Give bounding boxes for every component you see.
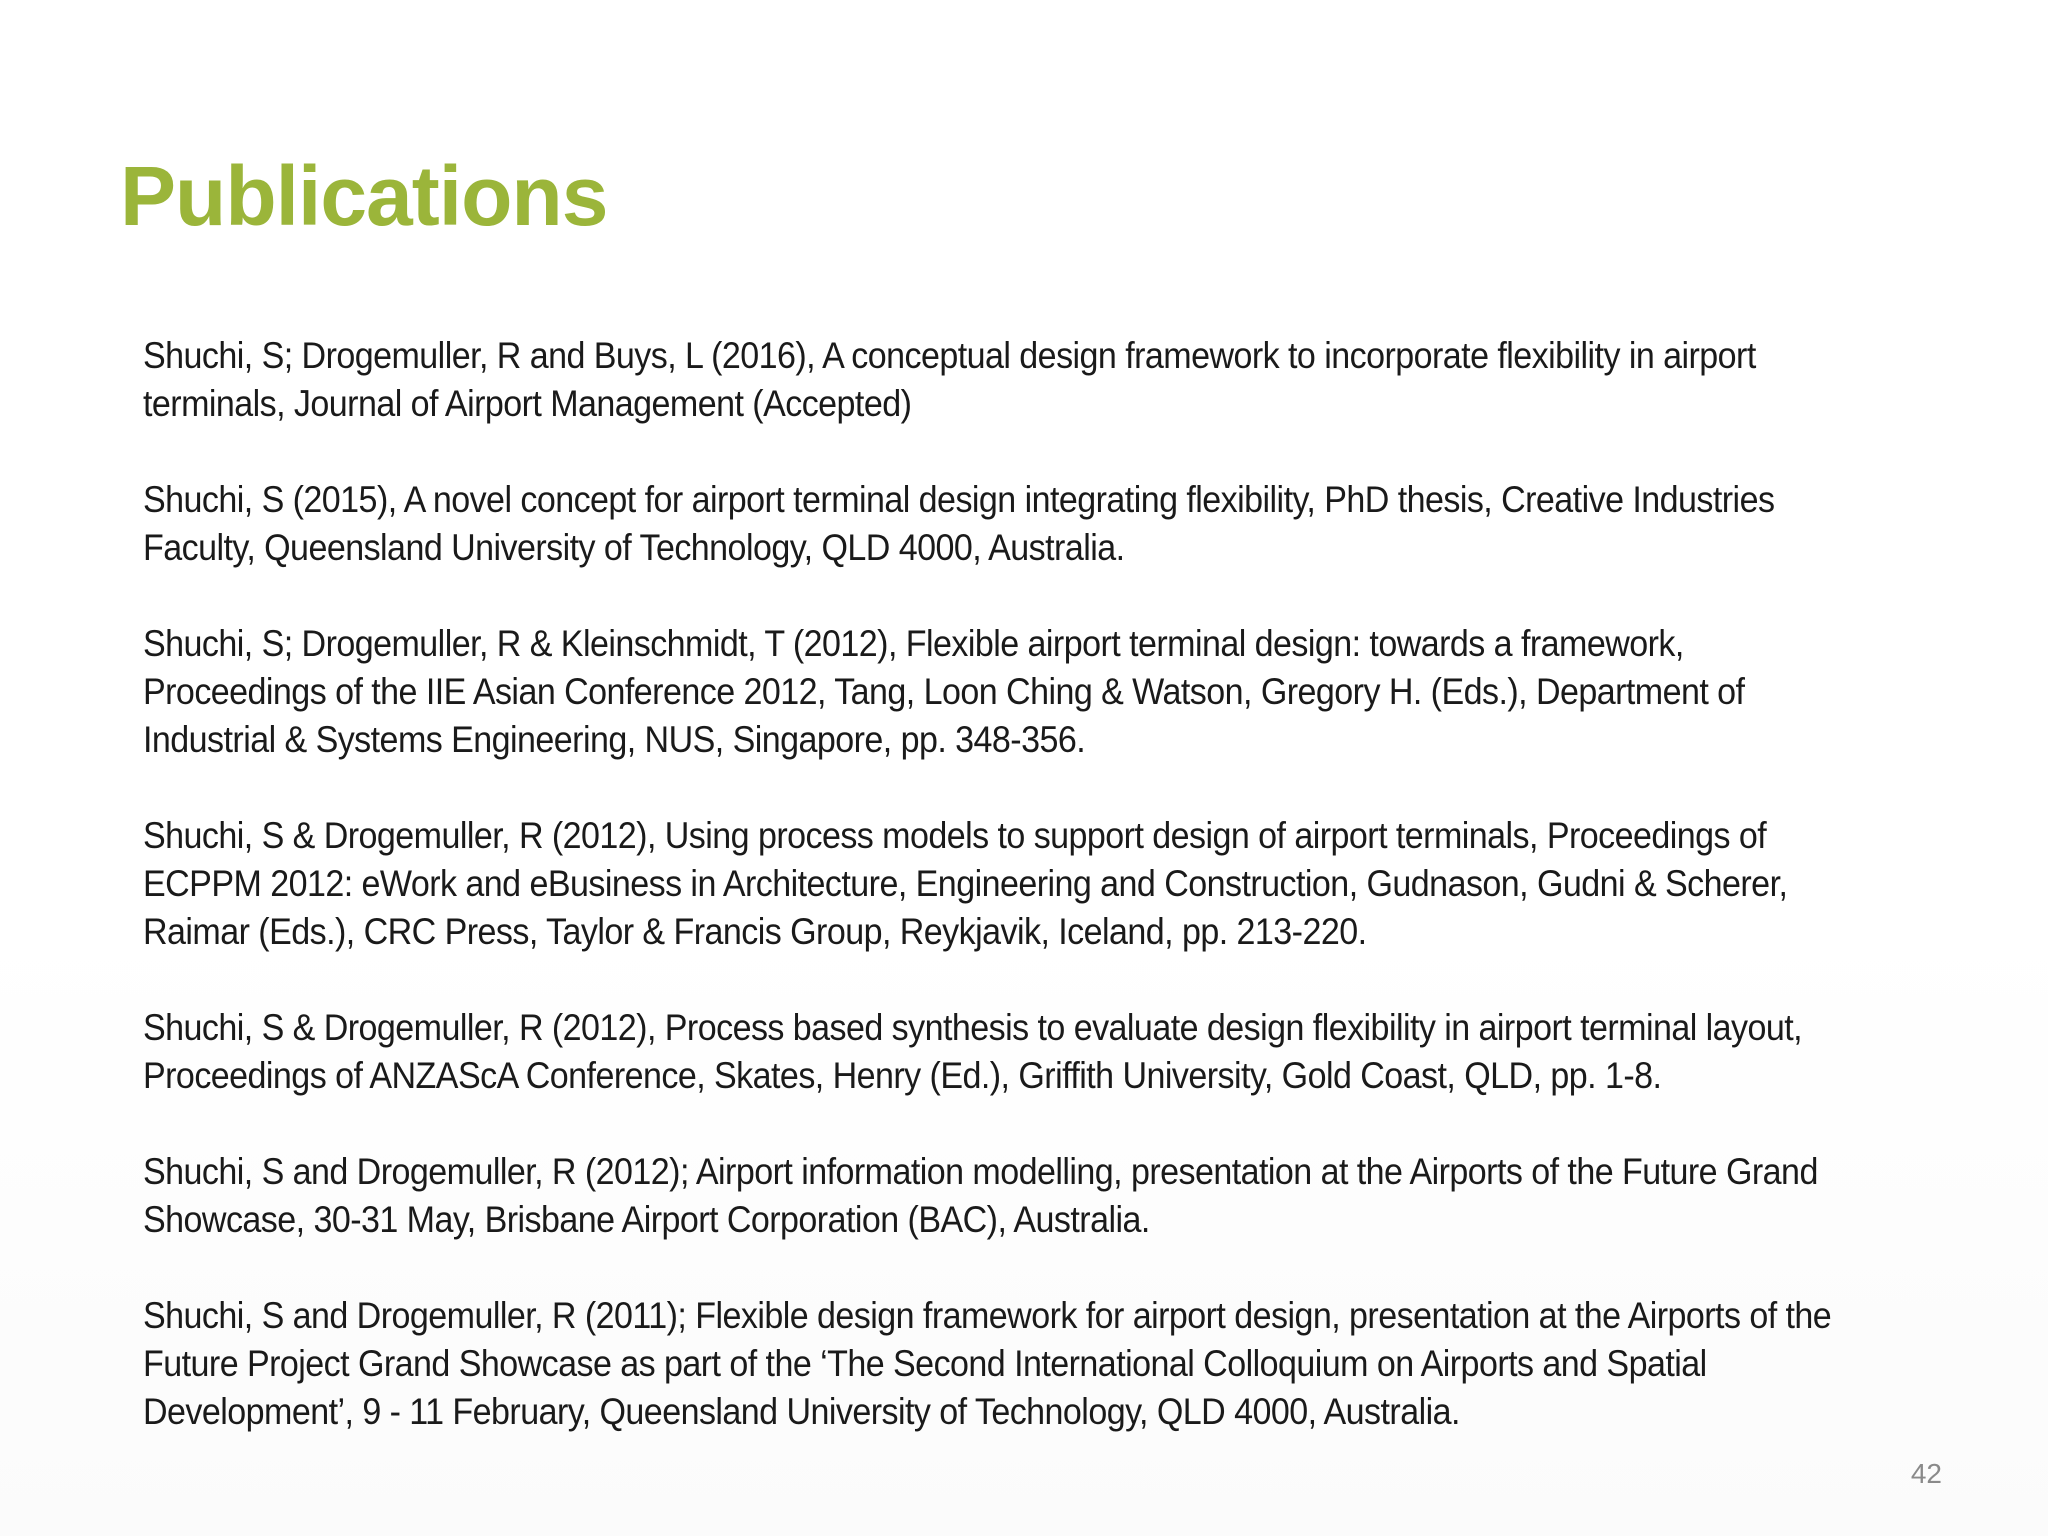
publication-item: Shuchi, S and Drogemuller, R (2011); Flexible design framework for airport design, presentation at the Airports of the Future Project Grand Showcase as part of the ‘The Second International Colloquium on Airports and Spatial Development’, 9 - 11 February, Queensland University of Technology, QLD 4000, Australia. <box>143 1295 1832 1432</box>
publication-item: Shuchi, S & Drogemuller, R (2012), Using process models to support design of airport terminals, Proceedings of ECPPM 2012: eWork and eBusiness in Architecture, Engineering and Construction, Gudnason, Gudni & Scherer, Raimar (Eds.), CRC Press, Taylor & Francis Group, Reykjavik, Iceland, pp. 213-220. <box>143 815 1788 952</box>
publication-item: Shuchi, S (2015), A novel concept for airport terminal design integrating flexibility, PhD thesis, Creative Industries Faculty, Queensland University of Technology, QLD 4000, Australia. <box>143 479 1775 568</box>
publication-item: Shuchi, S and Drogemuller, R (2012); Airport information modelling, presentation at the Airports of the Future Grand Showcase, 30-31 May, Brisbane Airport Corporation (BAC), Australia. <box>143 1151 1818 1240</box>
publication-list <box>143 332 1832 1484</box>
publication-item: Shuchi, S & Drogemuller, R (2012), Process based synthesis to evaluate design flexibility in airport terminal layout, Proceedings of ANZAScA Conference, Skates, Henry (Ed.), Griffith University, Gold Coast, QLD, pp. 1-8. <box>143 1007 1803 1096</box>
publication-item: Shuchi, S; Drogemuller, R and Buys, L (2016), A conceptual design framework to incorporate flexibility in airport terminals, Journal of Airport Management (Accepted) <box>143 335 1756 424</box>
slide-title: Publications <box>120 149 608 243</box>
page-number: 42 <box>1910 1458 1942 1489</box>
publication-item: Shuchi, S; Drogemuller, R & Kleinschmidt, T (2012), Flexible airport terminal design: towards a framework, Proceedings of the IIE Asian Conference 2012, Tang, Loon Ching & Watson, Gregory H. (Eds.), Department of Industrial & Systems Engineering, NUS, Singapore, pp. 348-356. <box>143 623 1745 760</box>
